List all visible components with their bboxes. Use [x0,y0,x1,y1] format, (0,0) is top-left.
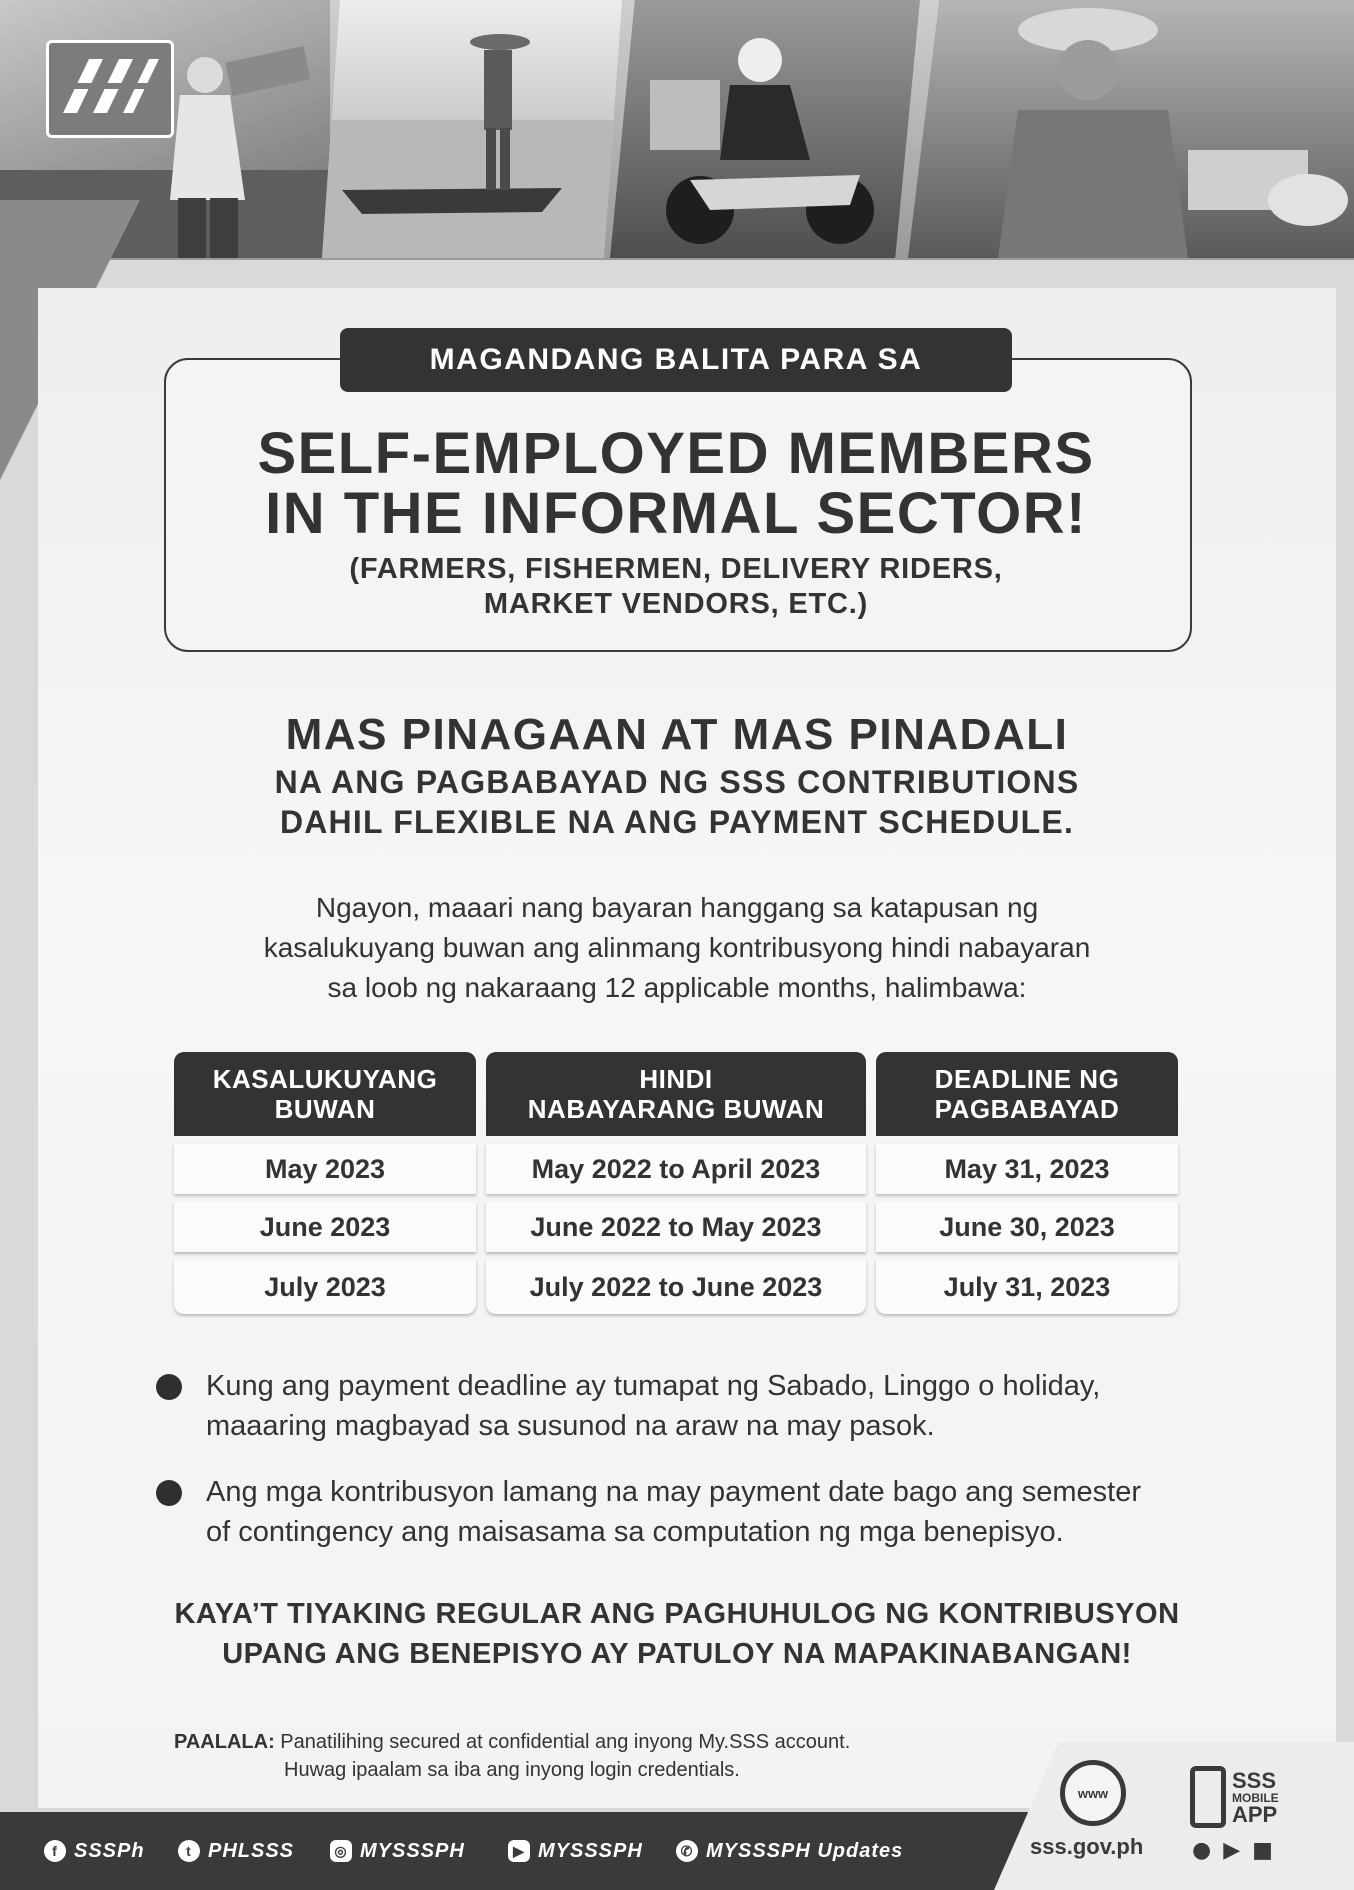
twitter-icon: t [178,1840,200,1862]
photo-market-vendor [908,0,1354,258]
intro-paragraph [150,888,1204,1008]
website-link[interactable]: sss.gov.ph [1030,1834,1144,1859]
headline-line-2: IN THE INFORMAL SECTOR! [265,481,1087,546]
subheadline-line-3: DAHIL FLEXIBLE NA ANG PAYMENT SCHEDULE. [279,804,1075,840]
social-instagram[interactable]: ◎ MYSSSPH [330,1836,465,1866]
header-photo-band [0,0,1354,260]
reminder-note [174,1728,1074,1784]
app-store-icons [1192,1838,1273,1863]
closing-line-2: UPANG ANG BENEPISYO AY PATULOY NA MAPAKINABANGAN! [222,1638,1132,1670]
table-header-cell: KASALUKUYANG BUWAN [174,1052,476,1136]
mobile-phone-icon [1190,1766,1226,1828]
photo-fisherman [322,0,622,258]
intro-line-1: Ngayon, maaari nang bayaran hanggang sa katapusan ng [315,892,1039,923]
bullet-dot-icon [156,1480,182,1506]
intro-line-3: sa loob ng nakaraang 12 applicable months, halimbawa: [327,972,1027,1003]
headline-sub-2: MARKET VENDORS, ETC.) [483,588,869,620]
table-header-cell: HINDI NABAYARANG BUWAN [486,1052,866,1136]
photo-delivery-rider [610,0,920,258]
reminder-line-2: Huwag ipaalam sa iba ang inyong login credentials. [284,1759,740,1781]
instagram-icon: ◎ [330,1840,352,1862]
apple-icon[interactable]: ● [1192,1838,1212,1863]
subheadline-line-1: MAS PINAGAAN AT MAS PINADALI [285,710,1069,759]
social-twitter[interactable]: t PHLSSS [178,1836,294,1866]
table-cell-unpaid-months: May 2022 to April 2023 [486,1144,866,1194]
social-viber[interactable]: ✆ MYSSSPH Updates [676,1836,903,1866]
social-facebook[interactable]: f SSSPh [44,1836,145,1866]
reminder-line-1: Panatilihing secured at confidential ang inyong My.SSS account. [280,1731,851,1753]
youtube-icon: ▶ [508,1840,530,1862]
headline-line-1: SELF-EMPLOYED MEMBERS [257,421,1095,486]
sss-mobile-app-label: SSS MOBILE APP [1232,1768,1279,1827]
sss-logo [46,40,174,138]
facebook-icon: f [44,1840,66,1862]
bullet-dot-icon [156,1374,182,1400]
google-play-icon[interactable]: ▶ [1223,1838,1241,1863]
reminder-label: PAALALA: [174,1731,275,1753]
poster: MAGANDANG BALITA PARA SA SELF-EMPLOYED MEMBERS IN THE INFORMAL SECTOR! (FARMERS, FISHERMEN, DELIVERY RIDERS, MARKET VENDORS, ETC.) MAS PINAGAAN AT MAS PINADALI NA ANG PAGBABAYAD NG SSS CONTRIBUTIONS DAHIL FLEXIBLE NA ANG PAYMENT SCHEDULE. Ngayon, maaari nang bayaran hanggang sa katapusan ng kasalukuyang buwan ang alinmang kontribusyong hindi nabayaran sa loob ng nakaraang 12 applicable months, halimbawa: KASALUKUYANG BUWAN HINDI NABAYARANG BUWAN DEADLINE NG PAGBABAYAD May 2023 May 2022 to April 2023 May 31, 2023 June 2023 June 2022 to May 2023 June 30, 2023 July 2023 July 2022 to June 2023 July 31, 2023 Kung ang payment deadline ay tumapat ng Sabado, Linggo o holiday, maaaring magbayad sa susunod na araw na may pasok. Ang mga kontribusyon lamang na may payment date bago ang semester of contingency ang maisasama sa computation ng mga benepisyo. KAYA’T TIYAKING REGULAR ANG PAGHUHULOG NG KONTRIBUSYON UPANG ANG BENEPISYO AY PATULOY NA MAPAKINABANGAN! PAALALA: Panatilihing secured at confidential ang inyong My.SSS account. Huwag ipaalam sa iba ang inyong login credentials. f SSSPh t PHLSSS ◎ MYSSSPH ▶ MYSSSPH ✆ MYSSSPH Updates www sss.gov.ph SSS MOBILE APP ● ▶ ■ [0,0,1354,1890]
table-cell-current-month: May 2023 [174,1144,476,1194]
table-cell-unpaid-months: July 2022 to June 2023 [486,1260,866,1314]
closing-line-1: KAYA’T TIYAKING REGULAR ANG PAGHUHULOG NG KONTRIBUSYON [174,1598,1180,1630]
table-cell-deadline: July 31, 2023 [876,1260,1178,1314]
subheadline-line-2: NA ANG PAGBABAYAD NG SSS CONTRIBUTIONS [274,764,1080,800]
table-cell-current-month: July 2023 [174,1260,476,1314]
headline-pill: MAGANDANG BALITA PARA SA [340,328,1012,392]
intro-line-2: kasalukuyang buwan ang alinmang kontribusyong hindi nabayaran [263,932,1091,963]
table-cell-deadline: June 30, 2023 [876,1202,1178,1252]
table-cell-unpaid-months: June 2022 to May 2023 [486,1202,866,1252]
app-gallery-icon[interactable]: ■ [1252,1838,1273,1863]
headline-sub-1: (FARMERS, FISHERMEN, DELIVERY RIDERS, [349,553,1003,585]
globe-icon: www [1060,1760,1126,1826]
viber-icon: ✆ [676,1840,698,1862]
table-cell-deadline: May 31, 2023 [876,1144,1178,1194]
table-cell-current-month: June 2023 [174,1202,476,1252]
table-header-cell: DEADLINE NG PAGBABAYAD [876,1052,1178,1136]
social-youtube[interactable]: ▶ MYSSSPH [508,1836,643,1866]
